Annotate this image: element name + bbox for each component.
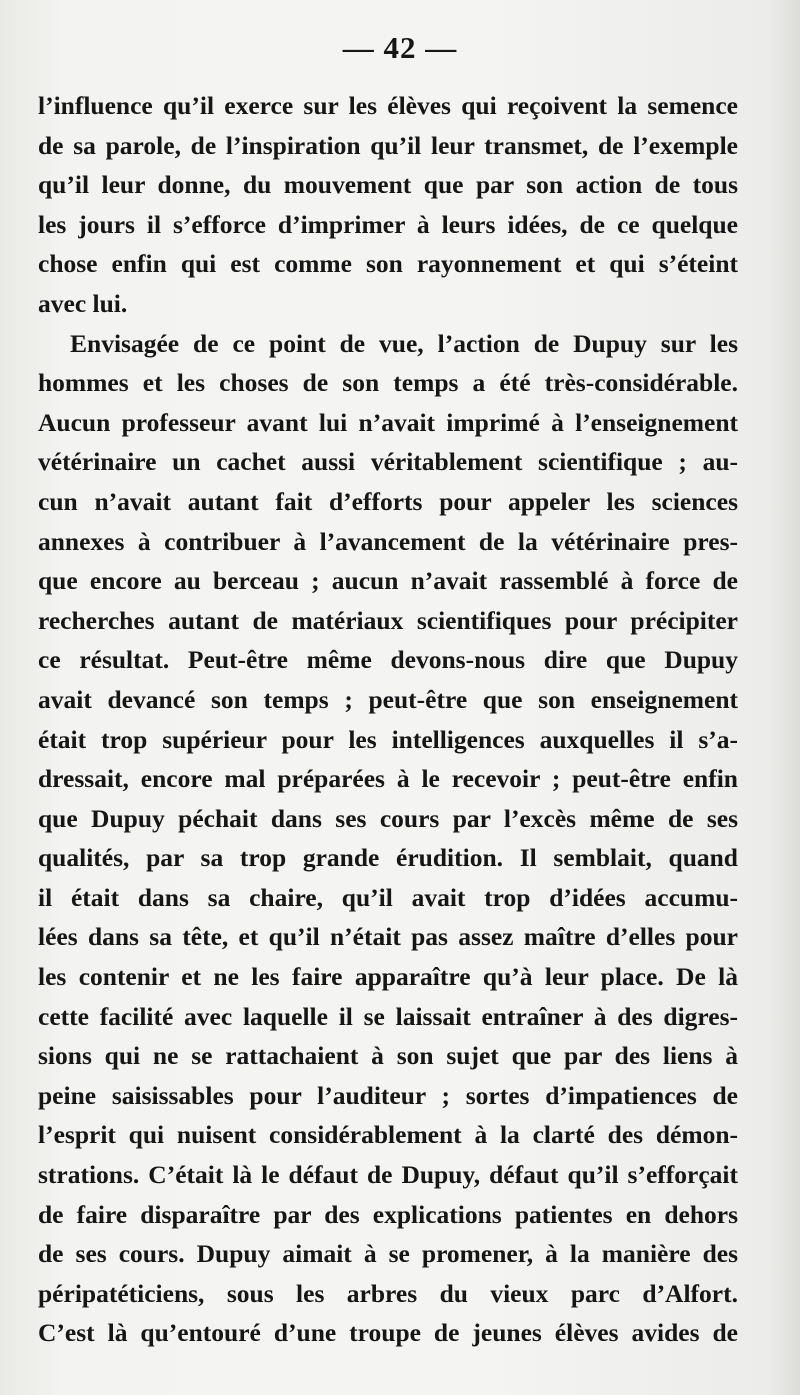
text-line: annexes à contribuer à l’avancement de la vétérinaire pres- (38, 526, 738, 556)
text-line: l’esprit qui nuisent considérablement à la clarté des démon- (38, 1120, 738, 1150)
text-line: C’est là qu’entouré d’une troupe de jeunes élèves avides de (38, 1318, 738, 1348)
text-line: était trop supérieur pour les intelligences auxquelles il s’a- (38, 724, 738, 754)
text-line: il était dans sa chaire, qu’il avait trop d’idées accumu- (38, 882, 738, 912)
text-line: lées dans sa tête, et qu’il n’était pas assez maître d’elles pour (38, 922, 738, 952)
text-line: de faire disparaître par des explications patientes en dehors (38, 1199, 738, 1229)
text-line: de ses cours. Dupuy aimait à se promener, à la manière des (38, 1239, 738, 1269)
text-line: peine saisissables pour l’auditeur ; sortes d’impatiences de (38, 1080, 738, 1110)
page-number: — 42 — (342, 30, 458, 65)
text-line: que encore au berceau ; aucun n’avait rassemblé à force de (38, 566, 738, 596)
text-line: de sa parole, de l’inspiration qu’il leur transmet, de l’exemple (38, 130, 738, 160)
text-line: cun n’avait autant fait d’efforts pour appeler les sciences (38, 486, 738, 516)
text-line: sions qui ne se rattachaient à son sujet que par des liens à (38, 1041, 738, 1071)
text-line: chose enfin qui est comme son rayonnement et qui s’éteint (38, 249, 738, 279)
text-line: Envisagée de ce point de vue, l’action de Dupuy sur les (70, 328, 738, 358)
text-line: péripatéticiens, sous les arbres du vieux parc d’Alfort. (38, 1278, 738, 1308)
text-line: Aucun professeur avant lui n’avait imprimé à l’enseignement (38, 407, 738, 437)
text-line: l’influence qu’il exerce sur les élèves qui reçoivent la semence (38, 91, 738, 120)
text-line: que Dupuy péchait dans ses cours par l’excès même de ses (38, 803, 738, 833)
text-line: ce résultat. Peut-être même devons-nous dire que Dupuy (38, 645, 738, 675)
text-line: recherches autant de matériaux scientifiques pour précipiter (38, 605, 738, 635)
text-line: strations. C’était là le défaut de Dupuy, défaut qu’il s’efforçait (38, 1160, 738, 1190)
text-line: qu’il leur donne, du mouvement que par son action de tous (38, 170, 738, 200)
text-line: les contenir et ne les faire apparaître qu’à leur place. De là (38, 962, 738, 992)
text-line: qualités, par sa trop grande érudition. Il semblait, quand (38, 843, 738, 873)
text-line: avait devancé son temps ; peut-être que son enseignement (38, 684, 738, 714)
body-text (38, 86, 738, 1353)
text-line: vétérinaire un cachet aussi véritablement scientifique ; au- (38, 447, 738, 477)
text-line: cette facilité avec laquelle il se laissait entraîner à des digres- (38, 1001, 738, 1031)
text-line: les jours il s’efforce d’imprimer à leurs idées, de ce quelque (38, 209, 738, 239)
text-line: dressait, encore mal préparées à le recevoir ; peut-être enfin (38, 764, 738, 794)
text-line: avec lui. (38, 288, 128, 318)
text-line: hommes et les choses de son temps a été très-considérable. (38, 368, 738, 398)
